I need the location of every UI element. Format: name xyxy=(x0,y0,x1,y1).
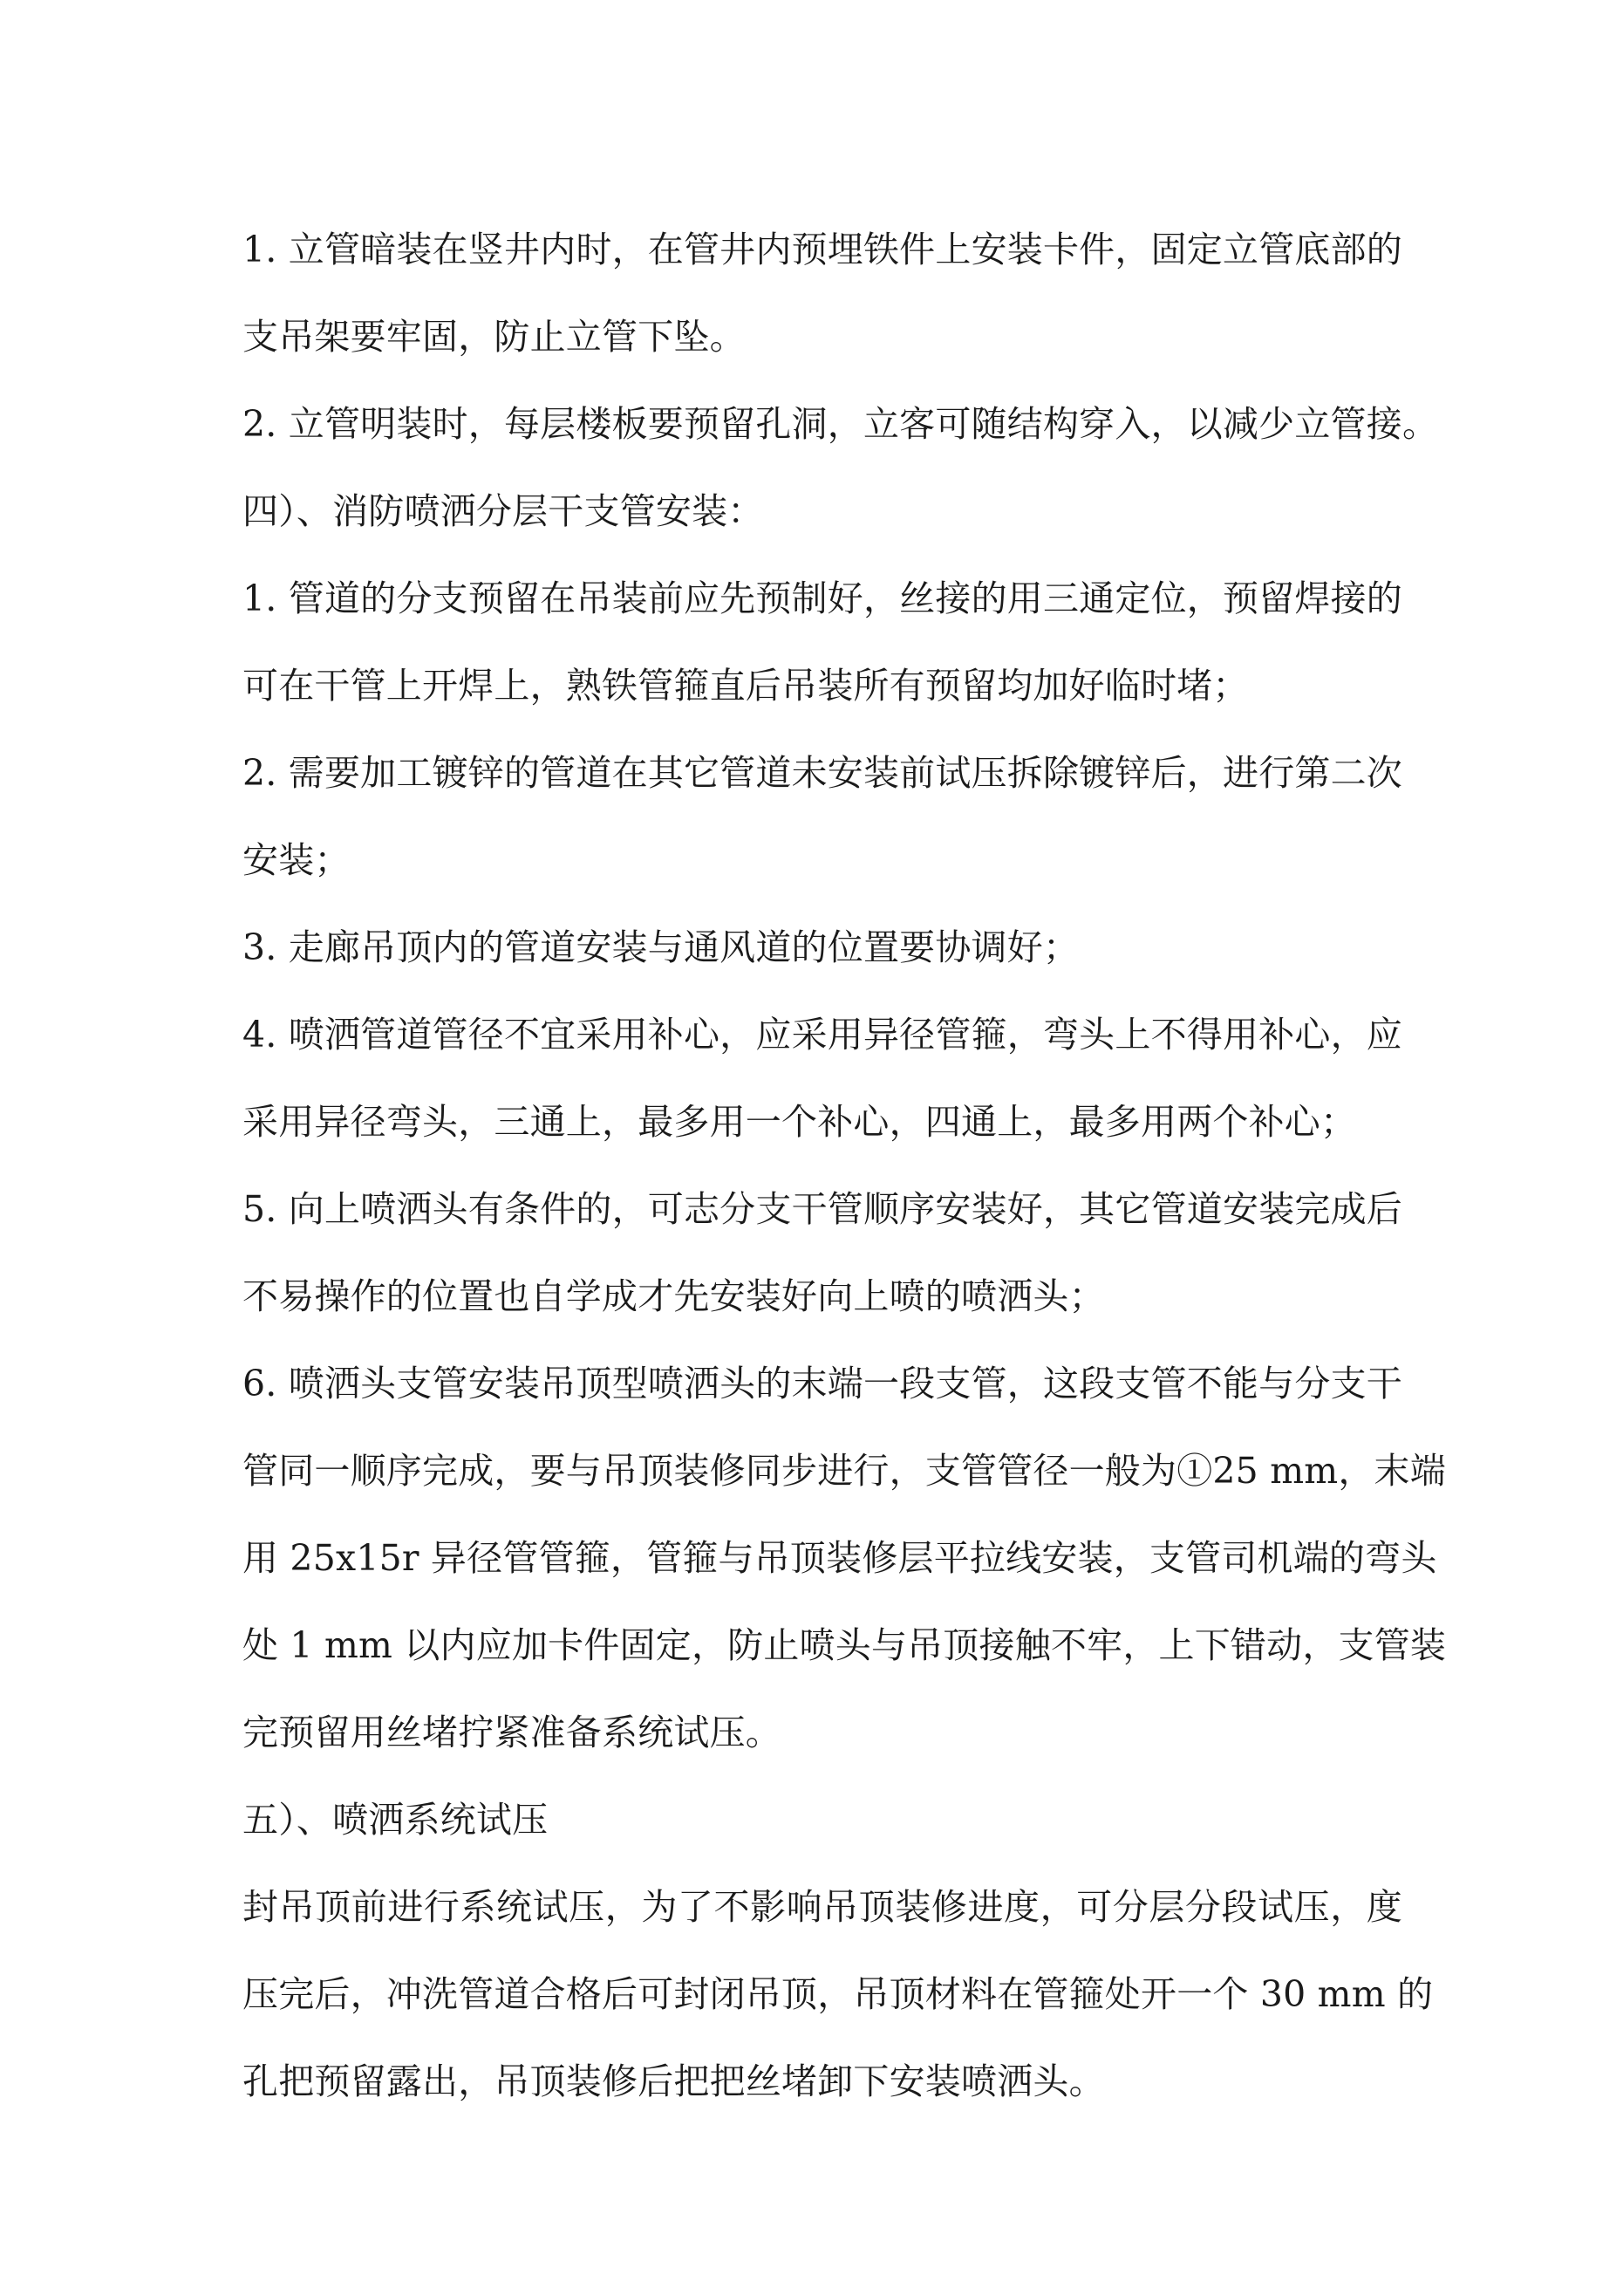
text-line: 1. 管道的分支预留在吊装前应先预制好，丝接的用三通定位，预留焊接的 xyxy=(242,577,1402,619)
text-line: 安装； xyxy=(242,839,351,881)
text-line: 封吊顶前进行系统试压，为了不影响吊顶装修进度，可分层分段试压，度 xyxy=(242,1886,1402,1928)
text-line: 用 25x15r 异径管管箍，管箍与吊顶装修层平拉线安装，支管司机端的弯头 xyxy=(242,1537,1437,1579)
text-line: 2. 需要加工镀锌的管道在其它管道未安装前试压拆除镀锌后，进行第二次 xyxy=(242,752,1402,794)
text-line: 2. 立管明装时，每层楼板要预留孔洞，立客可随结构穿入，以减少立管接。 xyxy=(242,403,1439,445)
text-line: 管同一顺序完成，要与吊顶装修同步进行，支管管径一般为①25 mm，末端 xyxy=(242,1450,1446,1492)
text-line: 可在干管上开焊上，熟铁管箍直后吊装所有预留均加好临时堵； xyxy=(242,665,1249,707)
text-line: 3. 走廊吊顶内的管道安装与通风道的位置要协调好； xyxy=(242,926,1080,968)
text-line: 孔把预留露出，吊顶装修后把把丝堵卸下安装喷洒头。 xyxy=(242,2060,1105,2102)
text-line: 完预留用丝堵拧紧准备系统试压。 xyxy=(242,1712,781,1753)
text-line: 压完后，冲洗管道合格后可封闭吊顶，吊顶材料在管箍处开一个 30 mm 的 xyxy=(242,1973,1434,2015)
document-body xyxy=(242,206,1447,2125)
text-line: 5. 向上喷洒头有条件的，可志分支干管顺序安装好，其它管道安装完成后 xyxy=(242,1188,1402,1230)
text-line: 采用异径弯头，三通上，最多用一个补心，四通上，最多用两个补心； xyxy=(242,1101,1357,1143)
text-line: 不易操作的位置也自学成才先安装好向上喷的喷洒头； xyxy=(242,1275,1105,1317)
section-heading: 四）、消防喷洒分层干支管安装： xyxy=(242,490,764,532)
text-line: 6. 喷洒头支管安装吊顶型喷洒头的末端一段支管，这段支管不能与分支干 xyxy=(242,1363,1402,1404)
text-line: 4. 喷洒管道管径不宜采用补心，应采用异径管箍，弯头上不得用补心，应 xyxy=(242,1014,1402,1056)
section-heading: 五）、喷洒系统试压 xyxy=(242,1799,549,1841)
text-line: 支吊架要牢固，防止立管下坠。 xyxy=(242,316,746,358)
text-line: 处 1 mm 以内应加卡件固定，防止喷头与吊顶接触不牢，上下错动，支管装 xyxy=(242,1624,1447,1666)
text-line: 1. 立管暗装在竖井内时，在管井内预埋铁件上安装卡件，固定立管底部的 xyxy=(242,229,1402,270)
